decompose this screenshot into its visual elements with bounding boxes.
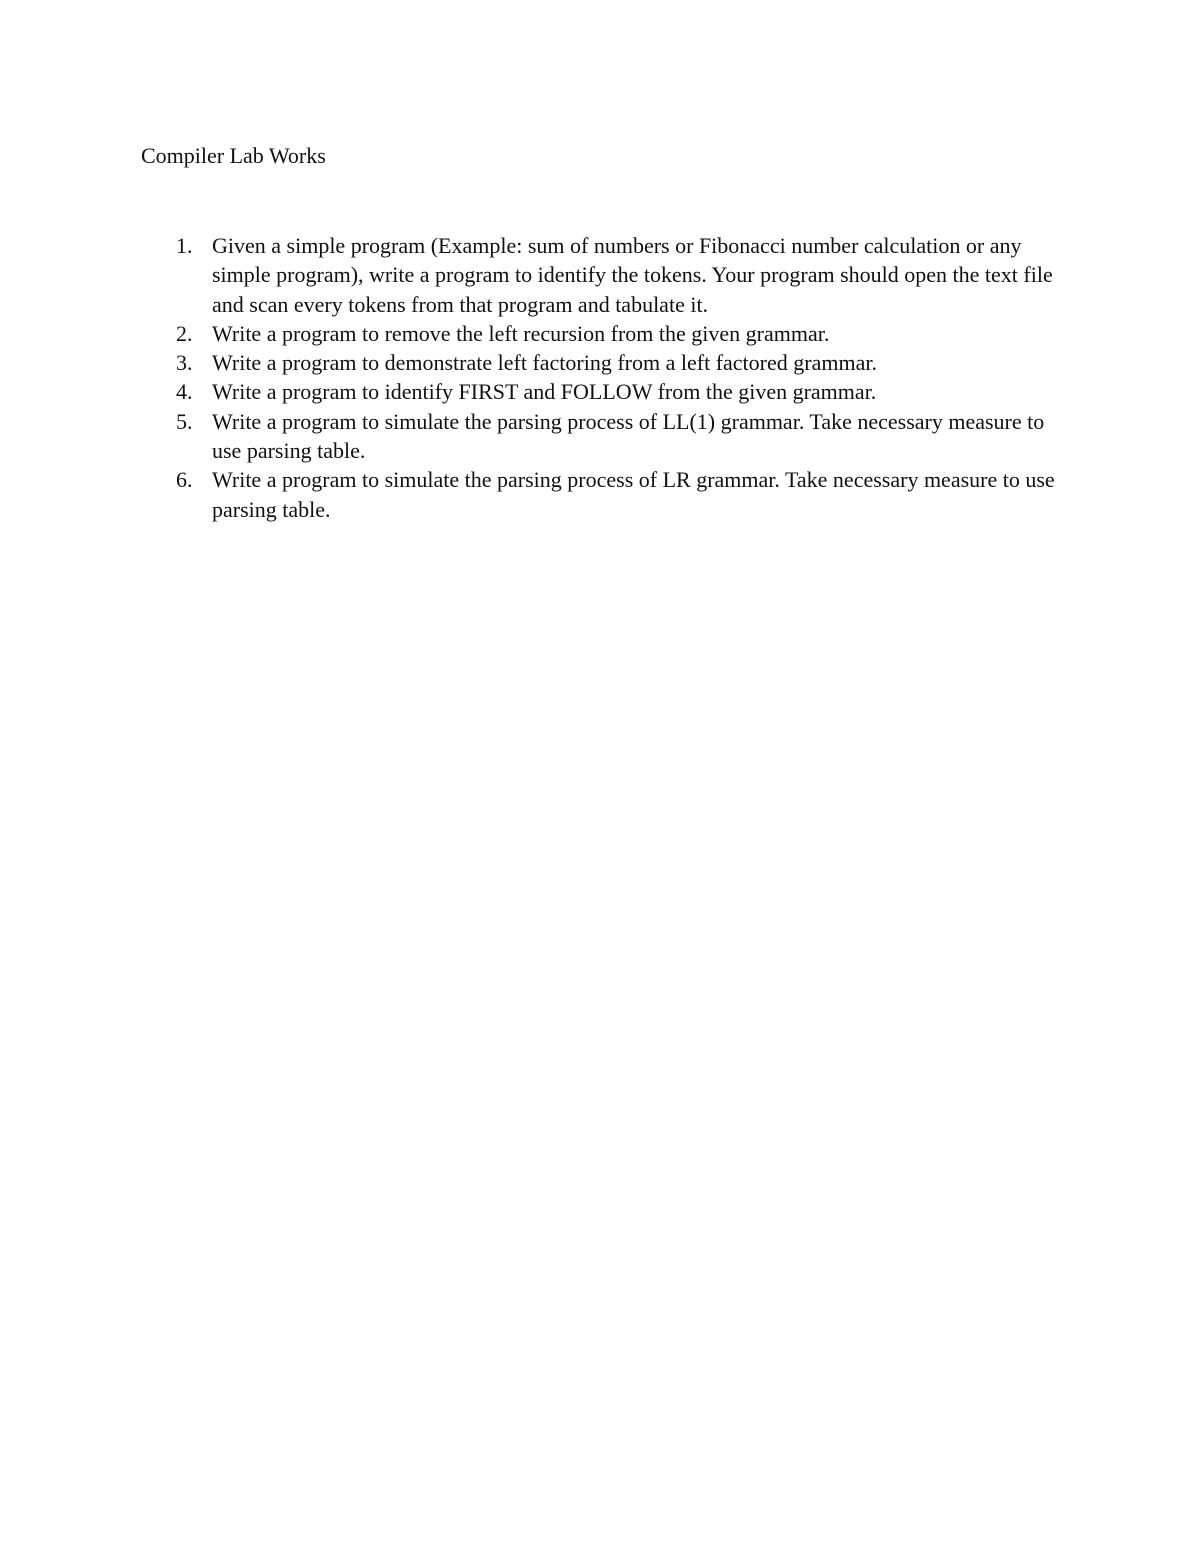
list-item-number: 1. <box>176 233 193 258</box>
list-item-number: 3. <box>176 350 193 376</box>
list-item-text: Write a program to simulate the parsing process of LR grammar. Take necessary measure to use parsing table. <box>212 467 1055 522</box>
list-item-number: 5. <box>176 408 193 434</box>
task-list <box>0 231 1200 524</box>
list-item <box>0 377 1070 406</box>
list-item-text: Given a simple program (Example: sum of numbers or Fibonacci number calculation or any simple program), write a program to identify the tokens. Your program should open the text file and scan every tokens from that program and tabulate it. <box>212 233 1053 317</box>
list-item-text: Write a program to identify FIRST and FOLLOW from the given grammar. <box>212 379 877 405</box>
list-item <box>0 231 1070 319</box>
list-item <box>0 407 1070 466</box>
list-item-number: 4. <box>176 379 193 405</box>
list-item-text: Write a program to demonstrate left factoring from a left factored grammar. <box>212 350 877 376</box>
list-item-text: Write a program to simulate the parsing process of LL(1) grammar. Take necessary measure to use parsing table. <box>212 408 1045 464</box>
list-item-text: Write a program to remove the left recursion from the given grammar. <box>212 320 830 346</box>
list-item-number: 6. <box>176 467 193 493</box>
list-item <box>0 319 1070 348</box>
list-item-number: 2. <box>176 320 193 346</box>
list-item <box>0 348 1070 377</box>
list-item <box>0 465 1070 524</box>
document-title: Compiler Lab Works <box>141 143 326 168</box>
